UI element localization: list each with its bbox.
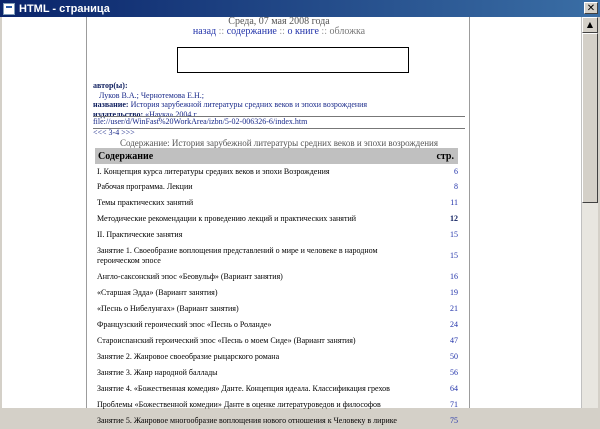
toc-row-page[interactable]: 75: [450, 416, 458, 426]
top-nav: [87, 26, 471, 37]
toc-title: Содержание: История зарубежной литературы средних веков и эпохи возрождения: [119, 138, 438, 148]
toc-row[interactable]: [95, 268, 458, 285]
toc-row-page[interactable]: 50: [450, 352, 458, 362]
toc-row[interactable]: [95, 227, 458, 243]
authors-label: автор(ы):: [93, 81, 128, 90]
toc-row-title: I. Концепция курса литературы средних веков и эпохи Возрождения: [97, 166, 330, 176]
toc-row-page[interactable]: 6: [454, 166, 458, 176]
toc-row[interactable]: [95, 164, 458, 179]
toc-row-title: Проблемы «Божественной комедии» Данте в оценке литературоведов и философов: [97, 400, 381, 410]
toc-row-title: Занятие 2. Жанровое своеобразие рыцарского романа: [97, 352, 280, 362]
nav-contents-link[interactable]: содержание: [226, 26, 277, 37]
page-viewport: [2, 16, 598, 426]
publisher-label: издательство:: [93, 109, 144, 119]
toc-row-title: Рабочая программа. Лекции: [97, 182, 193, 192]
toc-row[interactable]: [95, 365, 458, 381]
toc-row-page[interactable]: 16: [450, 271, 458, 281]
toc-row-page[interactable]: 71: [450, 400, 458, 410]
file-url[interactable]: file://user/d/WinFast%20WorkArea/izbn/5-02-006326-6/index.htm: [93, 116, 465, 129]
nav-separator: ::: [279, 26, 285, 37]
toc-row-title: Занятие 5. Жанровое многообразие воплощения нового отношения к Человеку в лирике: [97, 416, 397, 426]
toc-row-page[interactable]: 19: [450, 288, 458, 298]
toc-table: [95, 148, 458, 429]
window-title: HTML - страница: [19, 2, 110, 15]
toc-row[interactable]: [95, 243, 458, 268]
publisher-value: «Наука» 2004 г.: [145, 109, 198, 119]
title-label: название:: [93, 100, 129, 109]
toc-row-title: Темы практических занятий: [97, 198, 194, 208]
toc-row[interactable]: [95, 317, 458, 333]
nav-separator: ::: [321, 26, 327, 37]
toc-row-page[interactable]: 24: [450, 320, 458, 330]
toc-row-page[interactable]: 64: [450, 384, 458, 394]
toc-row-title: Англо-саксонский эпос «Беовульф» (Вариант занятия): [97, 271, 283, 281]
toc-row-title: Занятие 4. «Божественная комедия» Данте. Концепция идеала. Классификация грехов: [97, 384, 390, 394]
toc-row-title: Французский героический эпос «Песнь о Роланде»: [97, 320, 272, 330]
nav-separator: ::: [218, 26, 225, 37]
page-nav[interactable]: <<< 3-4 >>>: [93, 128, 135, 137]
nav-cover-link[interactable]: обложка: [329, 26, 366, 37]
toc-row[interactable]: [95, 349, 458, 365]
window-titlebar[interactable]: [0, 0, 600, 17]
toc-row[interactable]: [95, 397, 458, 413]
close-button[interactable]: ✕: [584, 2, 598, 14]
toc-row-page[interactable]: 12: [450, 214, 458, 224]
toc-header-page: стр.: [436, 150, 454, 162]
toc-row-page[interactable]: 15: [450, 230, 458, 240]
title-value: История зарубежной литературы средних веков и эпохи возрождения: [130, 100, 368, 109]
page-date: Среда, 07 мая 2008 года: [228, 16, 330, 27]
page-content: [86, 16, 470, 426]
toc-row-title: Занятие 3. Жанр народной баллады: [97, 368, 218, 378]
toc-rows: [95, 164, 458, 429]
toc-row-page[interactable]: 56: [450, 368, 458, 378]
toc-row-title: II. Практические занятия: [97, 230, 183, 240]
authors-value: Луков В.А.; Чернотемова Е.Н.;: [99, 90, 204, 100]
toc-row-title: Староиспанский героический эпос «Песнь о моем Сиде» (Вариант занятия): [97, 336, 356, 346]
toc-row[interactable]: [95, 301, 458, 317]
toc-row-page[interactable]: 21: [450, 304, 458, 314]
book-meta: [93, 81, 465, 119]
toc-row[interactable]: [95, 333, 458, 349]
toc-row[interactable]: [95, 179, 458, 195]
toc-row[interactable]: [95, 413, 458, 429]
toc-row-page[interactable]: 47: [450, 336, 458, 346]
toc-header-title: Содержание: [98, 150, 154, 162]
scroll-thumb[interactable]: [582, 33, 598, 203]
toc-header: [95, 148, 458, 164]
toc-row-title: Методические рекомендации к проведению лекций и практических занятий: [97, 214, 357, 224]
toc-row-title: «Песнь о Нибелунгах» (Вариант занятия): [97, 304, 239, 314]
toc-row-page[interactable]: 11: [450, 198, 458, 208]
nav-about-link[interactable]: о книге: [287, 26, 319, 37]
toc-row[interactable]: [95, 381, 458, 397]
toc-row-title: «Старшая Эдда» (Вариант занятия): [97, 288, 218, 298]
document-icon: [3, 3, 15, 15]
blank-frame: [177, 47, 409, 73]
vertical-scrollbar[interactable]: [581, 17, 598, 408]
toc-row-title: Занятие 1. Своеобразие воплощения представлений о мире и человеке в народном героическом эпосе: [97, 246, 378, 265]
toc-row-page[interactable]: 15: [450, 250, 458, 260]
toc-row[interactable]: [95, 195, 458, 211]
toc-row[interactable]: [95, 211, 458, 227]
toc-row-page[interactable]: 8: [454, 182, 458, 192]
nav-back-link[interactable]: назад: [192, 26, 217, 37]
scroll-up-icon[interactable]: ▲: [582, 17, 598, 33]
toc-row[interactable]: [95, 285, 458, 301]
